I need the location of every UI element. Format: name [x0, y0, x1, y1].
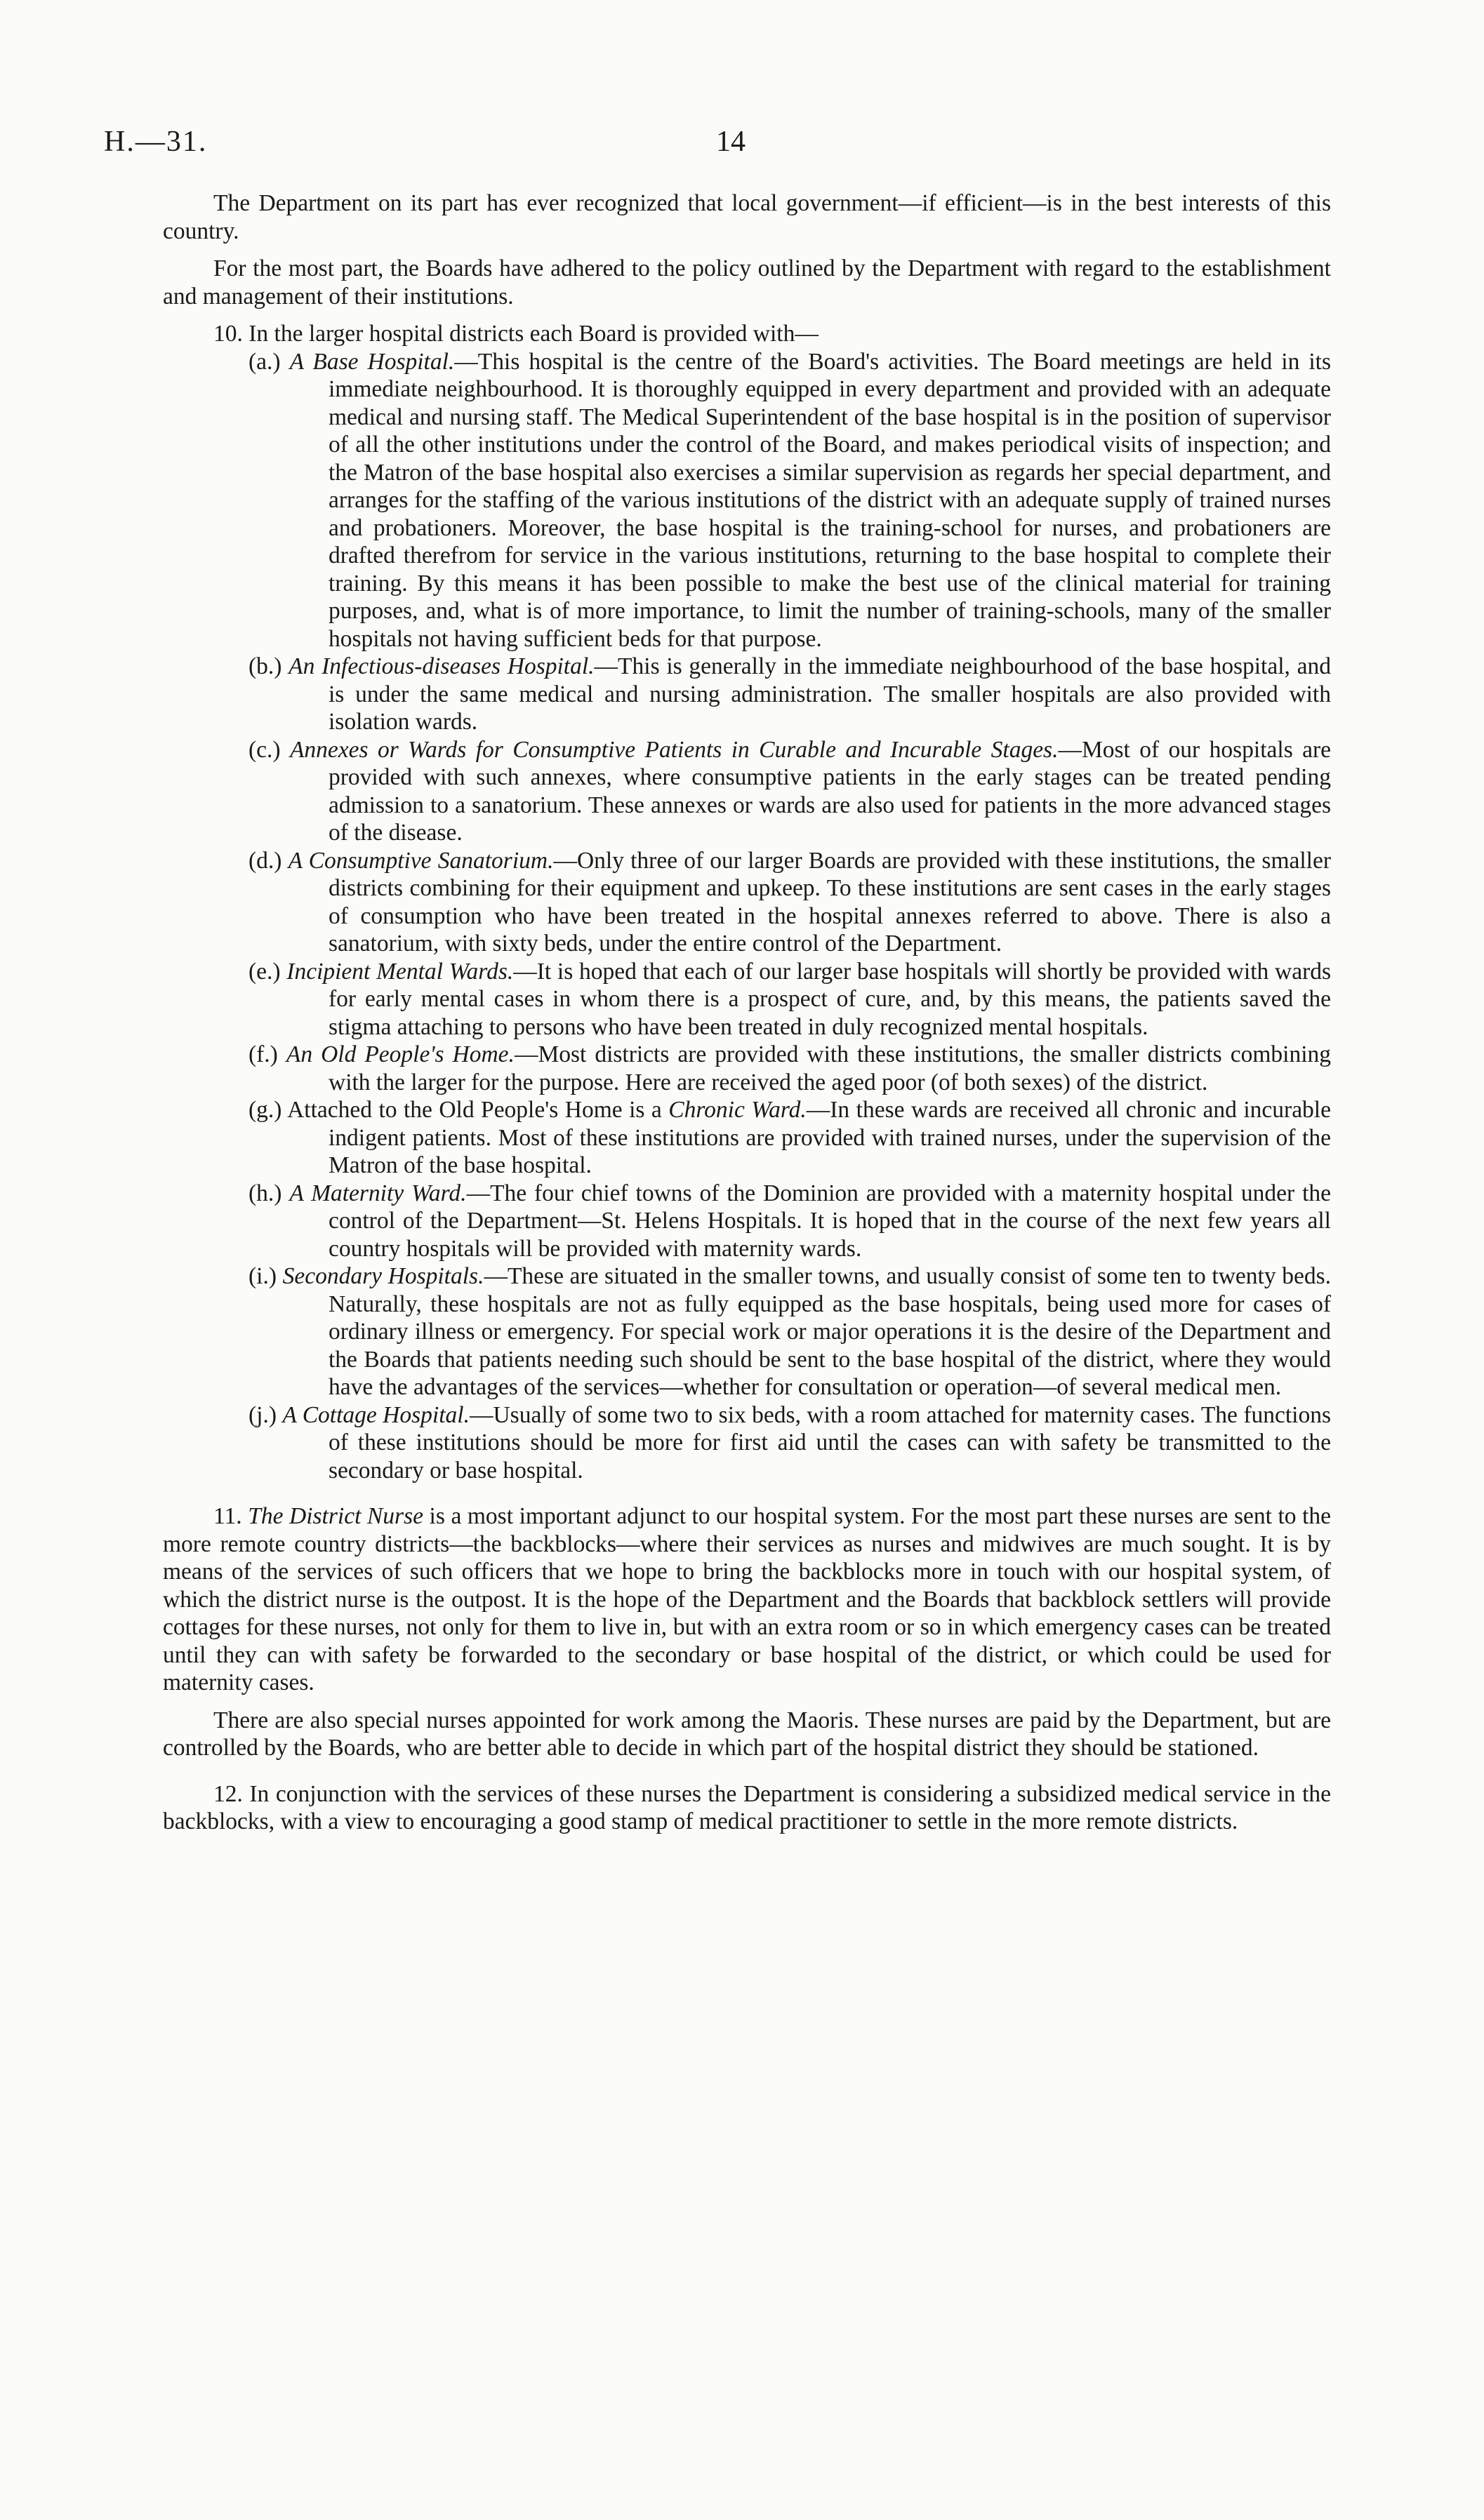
item-prefix: Attached to the Old People's Home is a	[287, 1097, 669, 1123]
item-label: (e.)	[249, 958, 281, 985]
item-label: (c.)	[249, 736, 281, 763]
item-title: Incipient Mental Wards.	[286, 958, 514, 985]
item-label: (b.)	[249, 653, 282, 679]
section-11-title: The District Nurse	[248, 1503, 423, 1529]
item-label: (a.)	[249, 348, 281, 375]
item-title: Chronic Ward.	[668, 1097, 807, 1123]
item-text: —The four chief towns of the Dominion are provided with a maternity hospital under the control of the Department—St. Helens Hospitals. It is hoped that in the course of the next few years all country hospitals will be provided with maternity wards.	[329, 1180, 1332, 1262]
item-text: —It is hoped that each of our larger base hospitals will shortly be provided with wards for early mental cases in whom there is a prospect of cure, and, by this means, the patients saved the stigma attaching to persons who have been treated in duly recognized mental hospitals.	[329, 958, 1332, 1040]
item-label: (f.)	[249, 1041, 278, 1067]
list-item	[195, 1262, 1331, 1401]
item-text: —Most districts are provided with these institutions, the smaller districts combining with the larger for the purpose. Here are received the aged poor (of both sexes) of the district.	[329, 1041, 1332, 1095]
page-number: 14	[716, 126, 746, 158]
document-reference: H.—31.	[104, 126, 208, 158]
item-title: An Infectious-diseases Hospital.	[289, 653, 595, 679]
item-label: (h.)	[249, 1180, 282, 1206]
list-item	[195, 1096, 1331, 1180]
document-body	[163, 189, 1331, 1836]
item-text: —Usually of some two to six beds, with a room attached for maternity cases. The functions of these institutions should be more for first aid until the cases can with safety be transmitted to the secondary or base hospital.	[329, 1401, 1332, 1484]
item-label: (d.)	[249, 847, 282, 874]
section-11-paragraph	[163, 1502, 1331, 1697]
item-label: (i.)	[249, 1263, 277, 1289]
list-item	[195, 736, 1331, 847]
list-item	[195, 1041, 1331, 1096]
list-item	[195, 348, 1331, 653]
item-text: —Only three of our larger Boards are provided with these institutions, the smaller districts combining for their equipment and upkeep. To these institutions are sent cases in the early stages of consumption who have been treated in the hospital annexes referred to above. There is also a sanatorium, with sixty beds, under the entire control of the Department.	[329, 847, 1332, 956]
item-label: (j.)	[249, 1401, 277, 1428]
item-title: A Base Hospital.	[289, 348, 455, 375]
intro-paragraph-1: The Department on its part has ever recognized that local government—if efficient—is in the best interests of this country.	[163, 190, 1331, 244]
item-title: Annexes or Wards for Consumptive Patients in Curable and Incurable Stages.	[289, 736, 1059, 763]
list-item	[195, 847, 1331, 958]
item-title: A Maternity Ward.	[289, 1180, 467, 1206]
item-title: Secondary Hospitals.	[282, 1263, 484, 1289]
list-item	[195, 653, 1331, 736]
page-header	[0, 125, 1484, 167]
item-title: A Cottage Hospital.	[282, 1401, 470, 1428]
item-title: An Old People's Home.	[286, 1041, 515, 1067]
item-label: (g.)	[249, 1097, 282, 1123]
intro-paragraph-2: For the most part, the Boards have adhered to the policy outlined by the Department with regard to the establishment and management of their institutions.	[163, 255, 1331, 309]
list-item	[195, 1401, 1331, 1485]
section-11-paragraph-2: There are also special nurses appointed for work among the Maoris. These nurses are paid by the Department, but are controlled by the Boards, who are better able to decide in which part of the hospital district they should be stationed.	[163, 1707, 1331, 1761]
list-item	[195, 958, 1331, 1041]
item-title: A Consumptive Sanatorium.	[288, 847, 554, 874]
section-10-lead: 10. In the larger hospital districts each Board is provided with—	[213, 321, 819, 347]
section-11-text: is a most important adjunct to our hospital system. For the most part these nurses are sent to the more remote country districts—the backblocks—where their services as nurses and midwives are much sought. It is by means of the services of such officers that we hope to bring the backblocks more in touch with our hospital system, of which the district nurse is the outpost. It is the hope of the Department and the Boards that backblock settlers will provide cottages for these nurses, not only for them to live in, but with an extra room or so in which emergency cases can be treated until they can with safety be forwarded to the secondary or base hospital of the district, or which could be used for maternity cases.	[163, 1503, 1332, 1695]
item-text: —In these wards are received all chronic and incurable indigent patients. Most of these institutions are provided with trained nurses, under the supervision of the Matron of the base hospital.	[329, 1097, 1331, 1178]
section-12-paragraph: 12. In conjunction with the services of these nurses the Department is considering a subsidized medical service in the backblocks, with a view to encouraging a good stamp of medical practitioner to settle in the more remote districts.	[163, 1780, 1331, 1834]
list-item	[195, 1180, 1331, 1263]
item-text: —This hospital is the centre of the Board's activities. The Board meetings are held in its immediate neighbourhood. It is thoroughly equipped in every department and provided with an adequate medical and nursing staff. The Medical Superintendent of the base hospital is in the position of supervisor of all the other institutions under the control of the Board, and makes periodical visits of inspection; and the Matron of the base hospital also exercises a similar supervision as regards her special department, and arranges for the staffing of the various institutions of the district with an adequate supply of trained nurses and probationers. Moreover, the base hospital is the training-school for nurses, and probationers are drafted therefrom for service in the various institutions, returning to the base hospital to complete their training. By this means it has been possible to make the best use of the clinical material for training purposes, and, what is of more importance, to limit the number of training-schools, many of the smaller hospitals not having sufficient beds for that purpose.	[329, 348, 1331, 652]
item-text: —These are situated in the smaller towns, and usually consist of some ten to twenty beds. Naturally, these hospitals are not as fully equipped as the base hospitals, being used more for cases of ordinary illness or emergency. For special work or major operations it is the desire of the Department and the Boards that patients needing such should be sent to the base hospital of the district, where they would have the advantages of the services—whether for consultation or operation—of several medical men.	[329, 1263, 1331, 1400]
item-text: —Most of our hospitals are provided with such annexes, where consumptive patients in the early stages can be treated pending admission to a sanatorium. These annexes or wards are also used for patients in the more advanced stages of the disease.	[329, 736, 1332, 846]
section-11-number: 11.	[213, 1503, 249, 1529]
item-text: —This is generally in the immediate neighbourhood of the base hospital, and is under the same medical and nursing administration. The smaller hospitals are also provided with isolation wards.	[329, 653, 1332, 735]
